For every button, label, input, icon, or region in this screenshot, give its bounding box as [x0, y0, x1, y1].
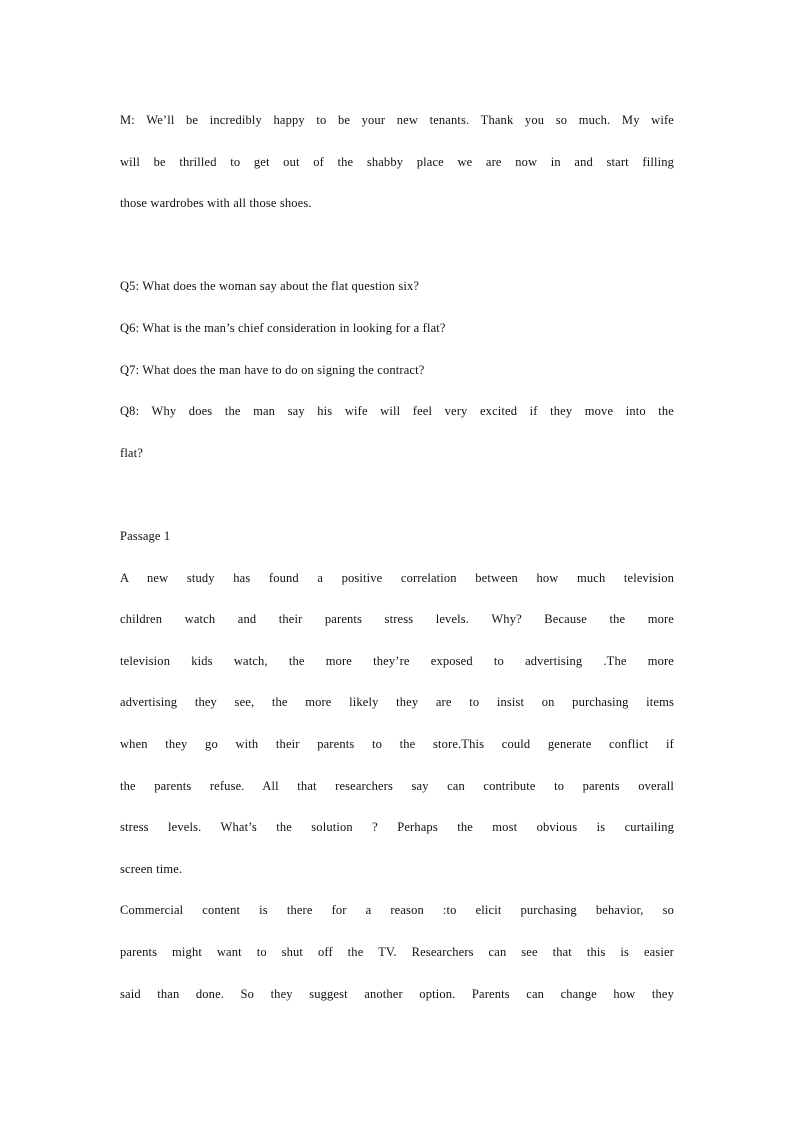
passage-line: advertising they see, the more likely they are to insist on purchasing items [120, 695, 674, 709]
dialogue-line: will be thrilled to get out of the shabby place we are now in and start filling [120, 155, 674, 169]
question-q5: Q5: What does the woman say about the flat question six? [120, 279, 420, 293]
passage-line: A new study has found a positive correlation between how much television [120, 571, 674, 585]
passage-line: television kids watch, the more they’re exposed to advertising .The more [120, 654, 674, 668]
passage-line: the parents refuse. All that researchers say can contribute to parents overall [120, 779, 674, 793]
passage-line: said than done. So they suggest another option. Parents can change how they [120, 987, 674, 1001]
passage-line: when they go with their parents to the store.This could generate conflict if [120, 737, 674, 751]
passage-line: children watch and their parents stress levels. Why? Because the more [120, 612, 674, 626]
dialogue-line: M: We’ll be incredibly happy to be your new tenants. Thank you so much. My wife [120, 113, 674, 127]
question-q6: Q6: What is the man’s chief consideration in looking for a flat? [120, 321, 446, 335]
passage-heading: Passage 1 [120, 529, 171, 543]
passage-line: Commercial content is there for a reason :to elicit purchasing behavior, so [120, 903, 674, 917]
question-q7: Q7: What does the man have to do on signing the contract? [120, 363, 425, 377]
passage-line: stress levels. What’s the solution ? Perhaps the most obvious is curtailing [120, 820, 674, 834]
passage-line: screen time. [120, 862, 183, 876]
passage-line: parents might want to shut off the TV. Researchers can see that this is easier [120, 945, 674, 959]
dialogue-line: those wardrobes with all those shoes. [120, 196, 312, 210]
question-q8: Q8: Why does the man say his wife will feel very excited if they move into the [120, 404, 674, 418]
question-q8-continued: flat? [120, 446, 143, 460]
